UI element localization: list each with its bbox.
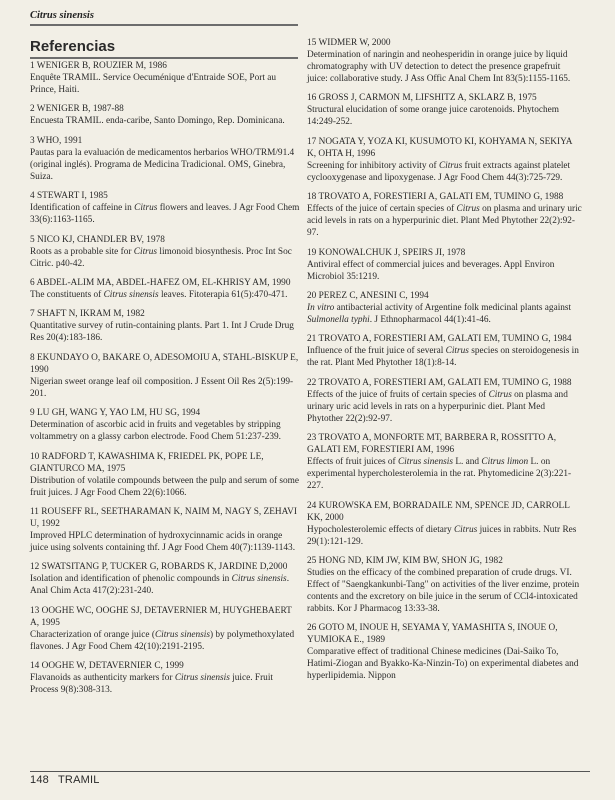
reference-item [307, 92, 583, 128]
reference-citation: Pautas para la evaluación de medicamentos herbarios WHO/TRM/91.4 (original inglés). Programa de Medicina Tradicional. OMS, Ginebra, Suiza. [30, 147, 295, 182]
references-left-column [30, 60, 300, 703]
reference-item [30, 190, 300, 226]
reference-item [307, 290, 583, 326]
reference-item [30, 660, 300, 696]
reference-citation: Characterization of orange juice (Citrus sinensis) by polymethoxylated flavones. J Agr Food Chem 42(10):2191-2195. [30, 629, 295, 652]
reference-citation: In vitro antibacterial activity of Argentine folk medicinal plants against Sulmonella typhi. J Ethnopharmacol 44(1):41-46. [307, 302, 572, 325]
reference-citation: Improved HPLC determination of hydroxycinnamic acids in orange juice using solvents containing thf. J Agr Food Chem 40(7):1139-1143. [30, 530, 296, 553]
reference-item [30, 234, 300, 270]
reference-authors: 22 TROVATO A, FORESTIERI AM, GALATI EM, TUMINO G, 1988 [307, 377, 572, 388]
reference-authors: 5 NICO KJ, CHANDLER BV, 1978 [30, 234, 165, 245]
reference-authors: 13 OOGHE WC, OOGHE SJ, DETAVERNIER M, HUYGHEBAERT A, 1995 [30, 605, 292, 628]
reference-authors: 10 RADFORD T, KAWASHIMA K, FRIEDEL PK, POPE LE, GIANTURCO MA, 1975 [30, 451, 264, 474]
reference-authors: 18 TROVATO A, FORESTIERI A, GALATI EM, TUMINO G, 1988 [307, 192, 564, 203]
reference-item [30, 506, 300, 554]
reference-citation: The constituents of Citrus sinensis leaves. Fitoterapia 61(5):470-471. [30, 289, 288, 300]
reference-citation: Encuesta TRAMIL. enda-caribe, Santo Domingo, Rep. Dominicana. [30, 116, 285, 127]
section-heading: Referencias [30, 38, 116, 55]
reference-authors: 9 LU GH, WANG Y, YAO LM, HU SG, 1994 [30, 408, 201, 419]
reference-item [30, 451, 300, 499]
page-footer [30, 774, 106, 786]
running-header-title: Citrus sinensis [30, 10, 94, 21]
publisher-name: TRAMIL [58, 774, 100, 786]
reference-authors: 25 HONG ND, KIM JW, KIM BW, SHON JG, 1982 [307, 555, 503, 566]
reference-authors: 21 TROVATO A, FORESTIERI AM, GALATI EM, TUMINO G, 1984 [307, 334, 572, 345]
reference-citation: Studies on the efficacy of the combined preparation of crude drugs. VI. Effect of "Saengkankunbi-Tang" on activities of the liver enzime, protein contents and the excretory on bile juice in the serum of CCl4-intoxicated rabbits. Kor J Pharmacog 13:33-38. [307, 567, 580, 614]
reference-authors: 2 WENIGER B, 1987-88 [30, 104, 124, 115]
reference-citation: Roots as a probable site for Citrus limonoid biosynthesis. Proc Int Soc Citric. p40-42. [30, 246, 292, 269]
reference-item [30, 103, 300, 127]
reference-item [307, 377, 583, 425]
reference-item [30, 605, 300, 653]
reference-citation: Screening for inhibitory activity of Citrus fruit extracts against platelet cyclooxygenase and lipoxygenase. J Agr Food Chem 44(3):725-729. [307, 160, 571, 183]
reference-citation: Antiviral effect of commercial juices and beverages. Appl Environ Microbiol 35:1219. [307, 259, 555, 282]
reference-citation: Enquête TRAMIL. Service Oecuménique d'Entraide SOE, Port au Prince, Haiti. [30, 73, 276, 95]
reference-authors: 12 SWATSITANG P, TUCKER G, ROBARDS K, JARDINE D,2000 [30, 562, 288, 573]
reference-item [307, 247, 583, 283]
reference-authors: 20 PEREZ C, ANESINI C, 1994 [307, 290, 429, 301]
reference-authors: 11 ROUSEFF RL, SEETHARAMAN K, NAIM M, NAGY S, ZEHAVI U, 1992 [30, 506, 297, 529]
reference-item [307, 37, 583, 85]
reference-citation: Structural elucidation of some orange juice carotenoids. Phytochem 14:249-252. [307, 105, 559, 128]
reference-citation: Isolation and identification of phenolic compounds in Citrus sinensis. Anal Chim Acta 417(2):231-240. [30, 574, 290, 597]
reference-citation: Determination of naringin and neohesperidin in orange juice by liquid chromatography with UV detection to detect the presence grapefruit juice: collaborative study. J Ass Offic Anal Chem Int 83(5):1155-1165. [307, 50, 571, 84]
reference-authors: 15 WIDMER W, 2000 [307, 38, 391, 48]
reference-authors: 3 WHO, 1991 [30, 135, 83, 146]
reference-authors: 6 ABDEL-ALIM MA, ABDEL-HAFEZ OM, EL-KHRISY AM, 1990 [30, 277, 291, 288]
reference-item [30, 277, 300, 301]
reference-authors: 16 GROSS J, CARMON M, LIFSHITZ A, SKLARZ B, 1975 [307, 93, 537, 104]
reference-citation: Flavanoids as authenticity markers for Citrus sinensis juice. Fruit Process 9(8):308-313. [30, 673, 273, 696]
reference-item [30, 561, 300, 597]
reference-citation: Effects of fruit juices of Citrus sinensis L. and Citrus limon L. on experimental hypercholesterolemia in the rat. Phytomedicine 2(3):221-227. [307, 457, 572, 492]
reference-citation: Effects of the juice of fruits of certain species of Citrus on plasma and urinary uric acid levels in rats on a hyperpurinic diet. Plant Med Phytother 22(2):92-97. [307, 389, 568, 424]
reference-authors: 17 NOGATA Y, YOZA KI, KUSUMOTO KI, KOHYAMA N, SEKIYA K, OHTA H, 1996 [307, 136, 573, 159]
reference-authors: 1 WENIGER B, ROUZIER M, 1986 [30, 61, 167, 71]
page-number: 148 [30, 774, 49, 786]
reference-item [30, 60, 300, 96]
reference-authors: 19 KONOWALCHUK J, SPEIRS JI, 1978 [307, 247, 466, 258]
reference-authors: 8 EKUNDAYO O, BAKARE O, ADESOMOIU A, STAHL-BISKUP E, 1990 [30, 352, 299, 375]
reference-authors: 24 KUROWSKA EM, BORRADAILE NM, SPENCE JD, CARROLL KK, 2000 [307, 500, 570, 523]
reference-item [307, 333, 583, 369]
reference-item [307, 136, 583, 184]
reference-citation: Effects of the juice of certain species of Citrus on plasma and urinary uric acid levels in rats on a hyperpurinic diet. Plant Med Phytother 22(2):92-97. [307, 204, 582, 239]
reference-item [307, 555, 583, 615]
footer-divider [30, 771, 590, 772]
reference-item [30, 407, 300, 443]
reference-item [307, 432, 583, 492]
reference-item [30, 135, 300, 183]
reference-authors: 4 STEWART I, 1985 [30, 191, 108, 202]
section-divider [30, 57, 298, 59]
references-right-column [307, 37, 583, 690]
reference-item [307, 622, 583, 682]
reference-authors: 23 TROVATO A, MONFORTE MT, BARBERA R, ROSSITTO A, GALATI EM, FORESTIERI AM, 1996 [307, 433, 557, 456]
reference-item [30, 308, 300, 344]
reference-item [30, 352, 300, 400]
header-divider [30, 24, 298, 26]
reference-citation: Nigerian sweet orange leaf oil composition. J Essent Oil Res 2(5):199-201. [30, 376, 294, 399]
reference-citation: Identification of caffeine in Citrus flowers and leaves. J Agr Food Chem 33(6):1163-1165. [30, 203, 300, 226]
reference-item [307, 191, 583, 239]
reference-citation: Hypocholesterolemic effects of dietary Citrus juices in rabbits. Nutr Res 29(1):121-129. [307, 524, 577, 547]
reference-authors: 7 SHAFT N, IKRAM M, 1982 [30, 309, 145, 320]
reference-authors: 26 GOTO M, INOUE H, SEYAMA Y, YAMASHITA S, INOUE O, YUMIOKA E., 1989 [307, 623, 558, 646]
reference-citation: Determination of ascorbic acid in fruits and vegetables by stripping voltammetry on a glassy carbon electrode. Food Chem 51:237-239. [30, 420, 281, 443]
reference-citation: Comparative effect of traditional Chinese medicines (Dai-Saiko To, Hatimi-Ziogan and Byakko-Ka-Ninzin-To) on experimental diabetes and hyperlipidemia. Nippon [307, 647, 579, 682]
reference-authors: 14 OOGHE W, DETAVERNIER C, 1999 [30, 661, 184, 672]
reference-item [307, 500, 583, 548]
reference-citation: Influence of the fruit juice of several Citrus species on steroidogenesis in the rat. Plant Med Phytother 18(1):8-14. [307, 346, 579, 369]
reference-citation: Distribution of volatile compounds between the pulp and serum of some fruit juices. J Agr Food Chem 22(6):1066. [30, 475, 300, 498]
reference-citation: Quantitative survey of rutin-containing plants. Part 1. Int J Crude Drug Res 20(4):183-186. [30, 321, 294, 344]
